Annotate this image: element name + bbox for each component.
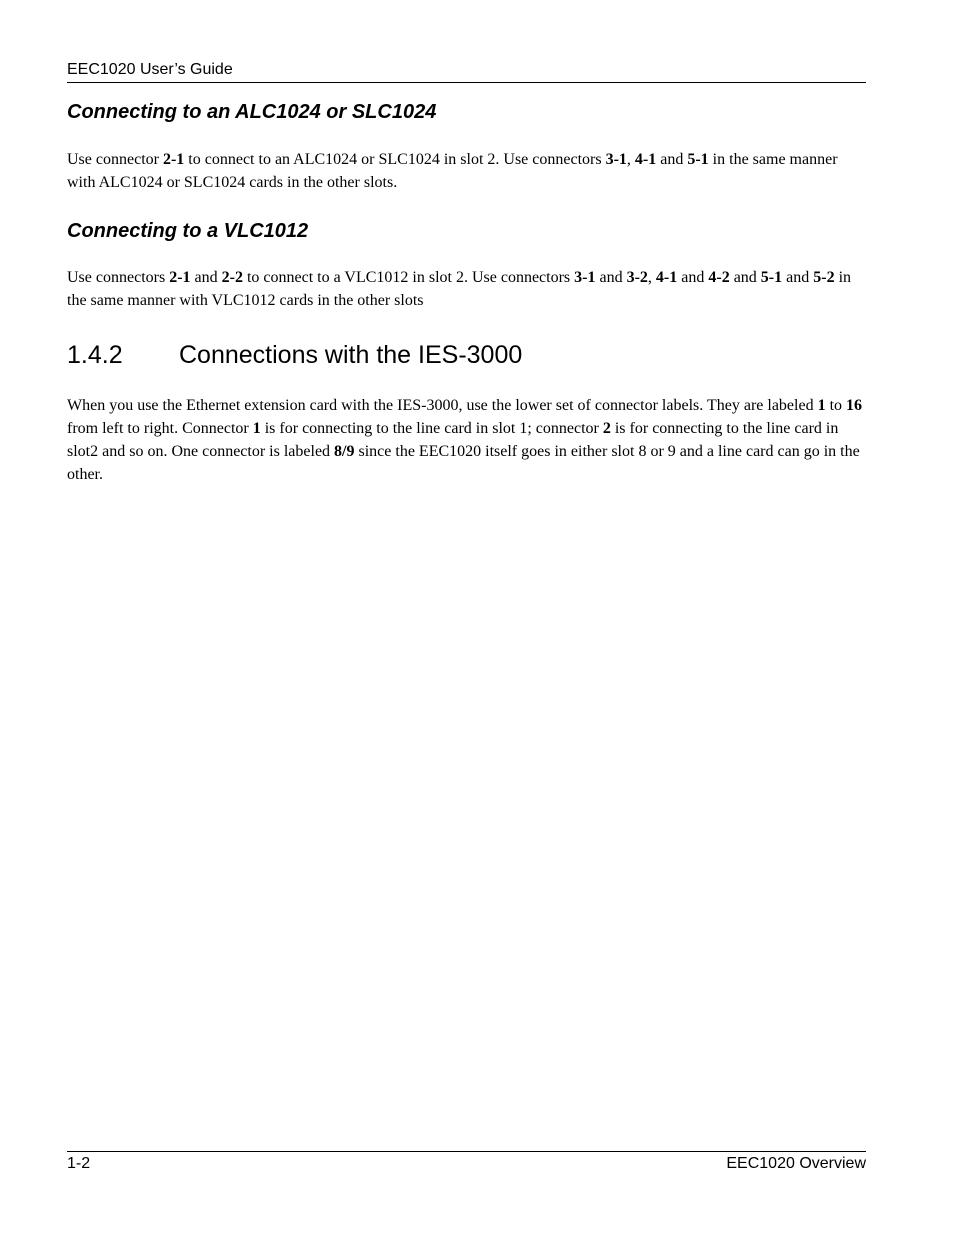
page-content [67,96,867,486]
bold-term: 2 [602,420,611,437]
bold-term: 3-1 [574,269,596,286]
paragraph-vlc: Use connectors 2-1 and 2-2 to connect to a VLC1012 in slot 2. Use connectors 3-1 and 3-2, 4-1 and 4-2 and 5-1 and 5-2 in the same manner with VLC1012 cards in the other slots [67,269,852,309]
bold-term: 8/9 [334,443,355,460]
bold-term: 2-1 [169,269,191,286]
bold-term: 16 [846,397,863,414]
subheading-alc-slc: Connecting to an ALC1024 or SLC1024 [67,101,437,123]
bold-term: 3-2 [626,269,648,286]
page-header [67,60,866,83]
bold-term: 2-2 [221,269,243,286]
footer-chapter: EEC1020 Overview [726,1155,866,1172]
header-title: EEC1020 User’s Guide [67,61,233,78]
subheading-vlc: Connecting to a VLC1012 [67,220,309,242]
bold-term: 4-2 [708,269,730,286]
bold-term: 4-1 [655,269,678,286]
bold-term: 5-1 [687,151,709,168]
section-number: 1.4.2 [67,341,123,369]
section-heading-ies3000 [67,340,867,370]
bold-term: 3-1 [605,151,627,168]
paragraph-alc-slc: Use connector 2-1 to connect to an ALC1024 or SLC1024 in slot 2. Use connectors 3-1, 4-1 and 5-1 in the same manner with ALC1024 or SLC1024 cards in the other slots. [67,151,838,191]
bold-term: 5-2 [813,269,835,286]
paragraph-ies3000: When you use the Ethernet extension card with the IES-3000, use the lower set of connector labels. They are labeled 1 to 16 from left to right. Connector 1 is for connecting to the line card in slot 1; connector 2 is for connecting to the line card in slot2 and so on. One connector is labeled 8/9 since the EEC1020 itself goes in either slot 8 or 9 and a line card can go in the other. [67,397,863,483]
bold-term: 1 [252,420,261,437]
bold-term: 2-1 [162,151,185,168]
footer-page-number: 1-2 [67,1155,91,1172]
page-footer [67,1151,866,1175]
bold-term: 5-1 [760,269,783,286]
section-title: Connections with the IES-3000 [179,341,523,369]
bold-term: 1 [817,397,826,414]
bold-term: 4-1 [634,151,657,168]
